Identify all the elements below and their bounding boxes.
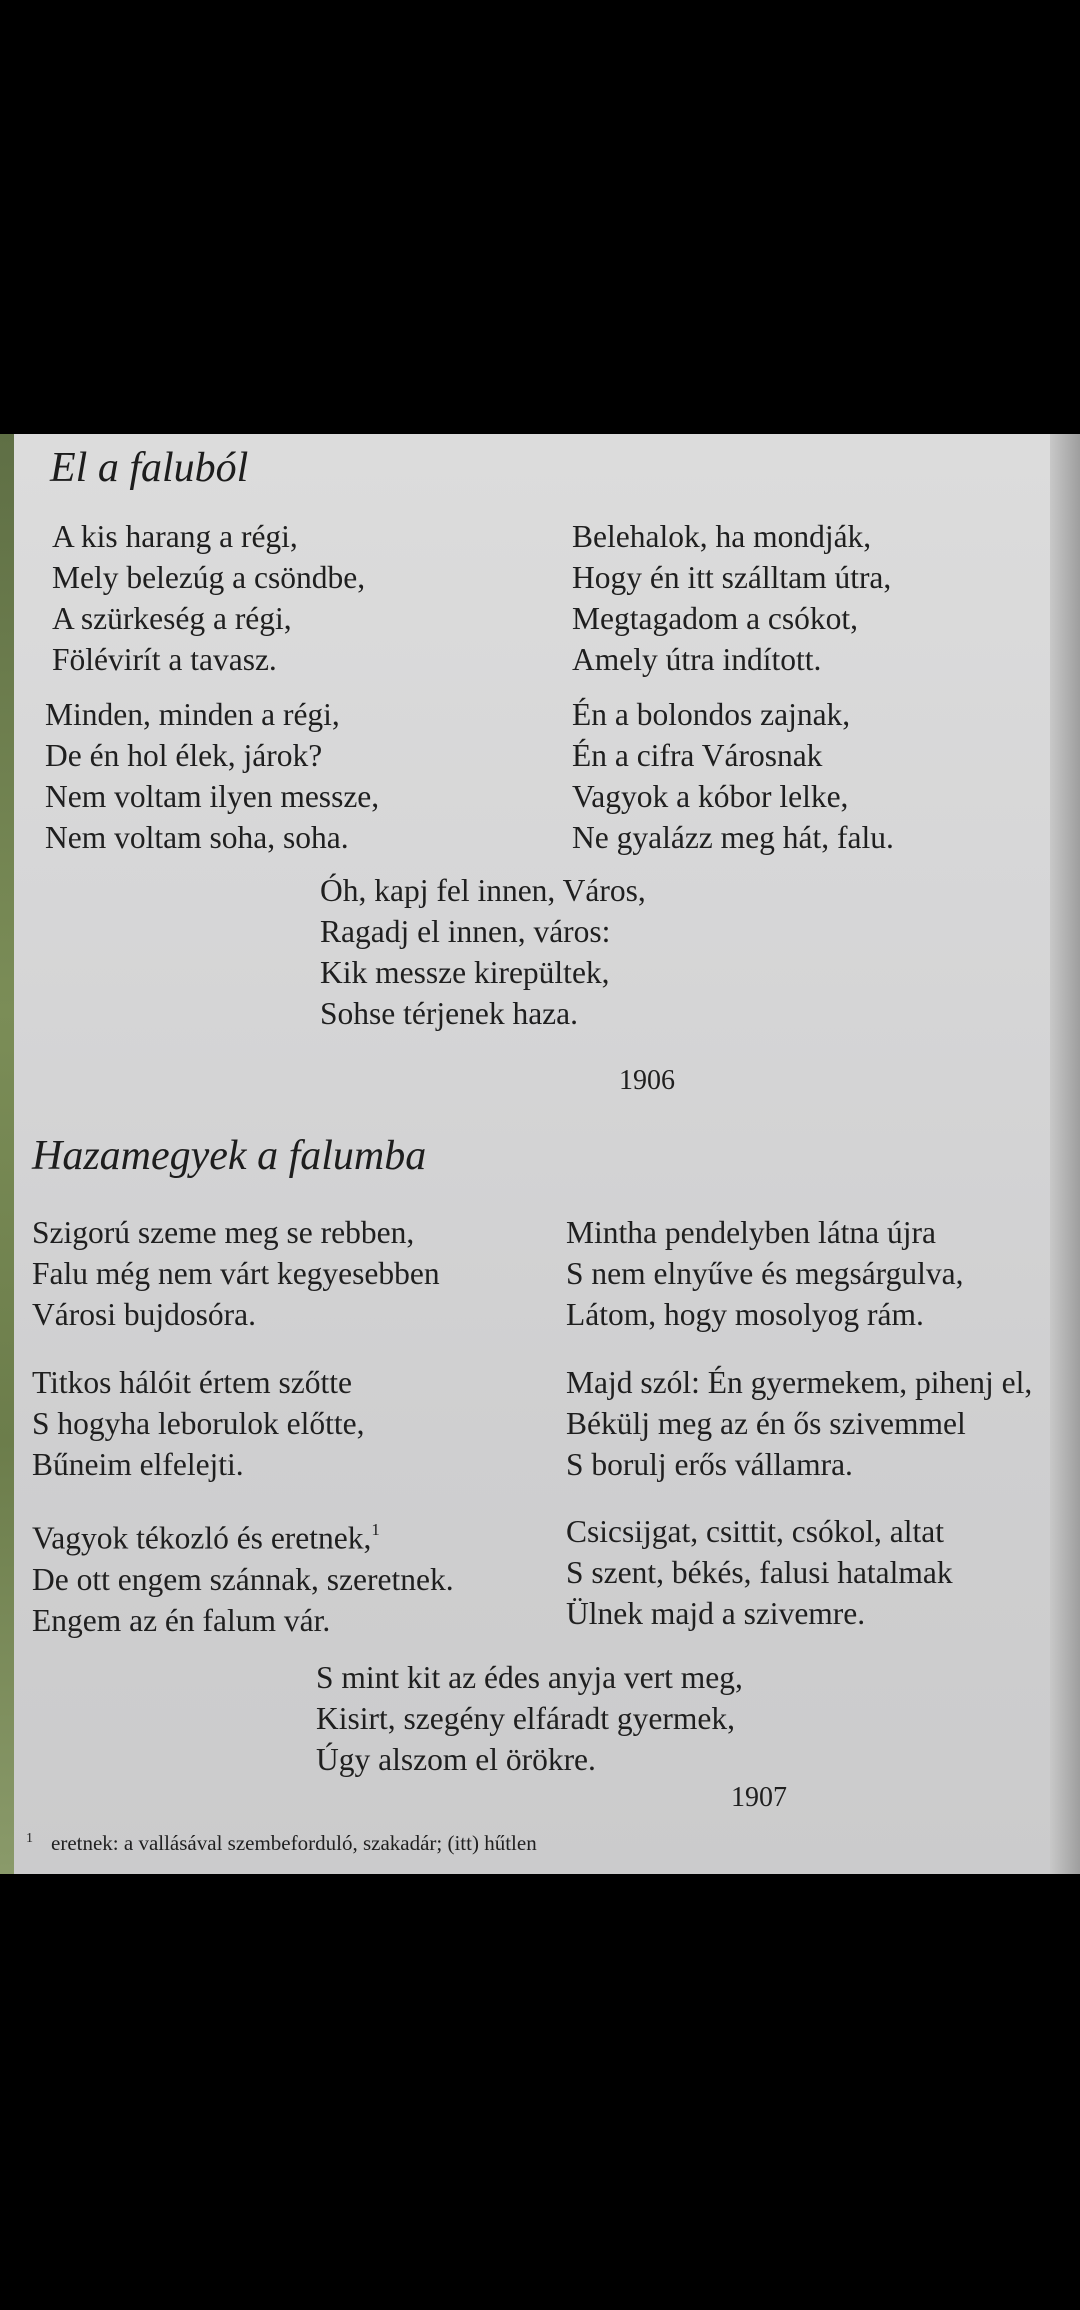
poem-line: A szürkeség a régi, (52, 601, 292, 636)
poem-line: Látom, hogy mosolyog rám. (566, 1297, 924, 1332)
poem-line: Bűneim elfelejti. (32, 1447, 244, 1482)
poem-line: Városi bujdosóra. (32, 1297, 256, 1332)
poem-line: Szigorú szeme meg se rebben, (32, 1215, 415, 1250)
poem2-stanza-6 (566, 1511, 953, 1634)
poem-line: S mint kit az édes anyja vert meg, (316, 1660, 743, 1695)
poem2-stanza-3 (32, 1362, 364, 1485)
poem-line: Én a bolondos zajnak, (572, 697, 851, 732)
poem-line: Titkos hálóit értem szőtte (32, 1365, 352, 1400)
poem-line: Sohse térjenek haza. (320, 996, 579, 1031)
page-right-edge (1050, 434, 1080, 1874)
poem-line: Mely belezúg a csöndbe, (52, 560, 366, 595)
poem-line-text: Vagyok tékozló és eretnek, (32, 1520, 372, 1556)
poem-line: Én a cifra Városnak (572, 738, 823, 773)
poem-line (32, 1511, 454, 1559)
footnote-text: eretnek: a vallásával szembeforduló, szakadár; (itt) hűtlen (51, 1831, 537, 1855)
poem2-year: 1907 (731, 1782, 787, 1813)
poem1-stanza-4 (572, 694, 894, 858)
poem-line: Amely útra indított. (572, 642, 822, 677)
poem-line: Hogy én itt szálltam útra, (572, 560, 892, 595)
poem-line: Nem voltam soha, soha. (45, 820, 349, 855)
poem-line: Békülj meg az én ős szivemmel (566, 1406, 966, 1441)
poem-line: S szent, békés, falusi hatalmak (566, 1555, 953, 1590)
poem2-title: Hazamegyek a falumba (32, 1133, 427, 1179)
poem1-title: El a faluból (50, 445, 249, 491)
poem-line: Úgy alszom el örökre. (316, 1742, 596, 1777)
poem2-stanza-5 (32, 1511, 454, 1641)
poem-line: Mintha pendelyben látna újra (566, 1215, 937, 1250)
poem-line: Ülnek majd a szivemre. (566, 1596, 866, 1631)
poem-line: Kisirt, szegény elfáradt gyermek, (316, 1701, 735, 1736)
poem1-year: 1906 (619, 1065, 675, 1096)
poem1-stanza-1 (52, 516, 365, 680)
poem-line: Belehalok, ha mondják, (572, 519, 872, 554)
poem1-stanza-3 (45, 694, 379, 858)
poem-line: Megtagadom a csókot, (572, 601, 859, 636)
poem-line: De ott engem szánnak, szeretnek. (32, 1561, 454, 1597)
poem2-stanza-4 (566, 1362, 1032, 1485)
poem-line: Vagyok a kóbor lelke, (572, 779, 849, 814)
footnote (26, 1831, 537, 1856)
poem-line: Engem az én falum vár. (32, 1602, 331, 1638)
book-page (0, 434, 1080, 1874)
poem-line: Majd szól: Én gyermekem, pihenj el, (566, 1365, 1033, 1400)
poem-line: Óh, kapj fel innen, Város, (320, 873, 646, 908)
page-left-edge (0, 434, 14, 1874)
poem-line: De én hol élek, járok? (45, 738, 323, 773)
poem1-stanza-2 (572, 516, 891, 680)
poem-line: Ragadj el innen, város: (320, 914, 611, 949)
poem-line: Fölévirít a tavasz. (52, 642, 277, 677)
footnote-reference: 1 (371, 1520, 380, 1539)
poem2-stanza-7 (316, 1657, 743, 1780)
poem-line: S borulj erős vállamra. (566, 1447, 853, 1482)
poem2-stanza-1 (32, 1212, 440, 1335)
poem-line: Ne gyalázz meg hát, falu. (572, 820, 894, 855)
footnote-mark: 1 (26, 1831, 33, 1846)
poem-line: S nem elnyűve és megsárgulva, (566, 1256, 964, 1291)
poem-line: Kik messze kirepültek, (320, 955, 610, 990)
poem2-stanza-2 (566, 1212, 963, 1335)
poem-line: Falu még nem várt kegyesebben (32, 1256, 440, 1291)
poem-line: Csicsijgat, csittit, csókol, altat (566, 1514, 944, 1549)
poem-line: Minden, minden a régi, (45, 697, 340, 732)
poem-line: Nem voltam ilyen messze, (45, 779, 380, 814)
poem-line: A kis harang a régi, (52, 519, 298, 554)
poem-line: S hogyha leborulok előtte, (32, 1406, 365, 1441)
poem1-stanza-5 (320, 870, 646, 1034)
